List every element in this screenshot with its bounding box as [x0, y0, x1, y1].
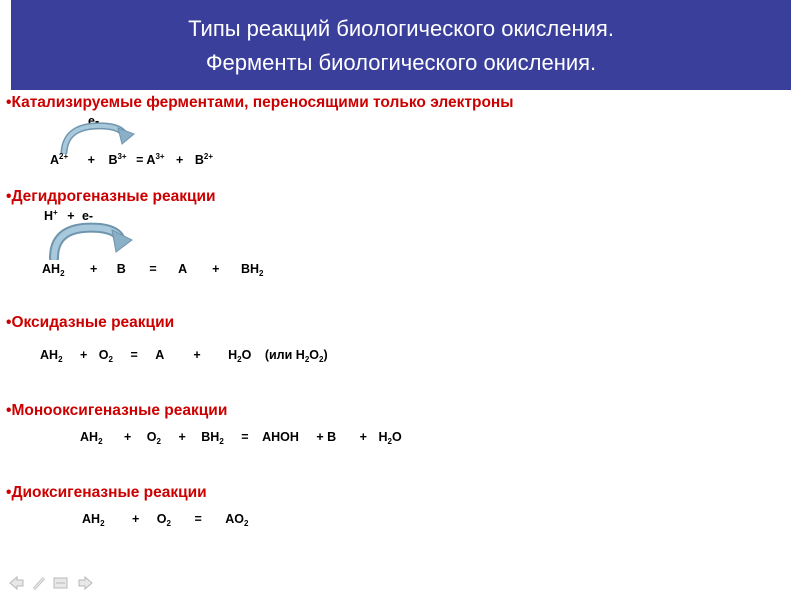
equation-oxidase: $AH_2 + O_2 = A + H_2O$ (или $H_2O_2$) [40, 348, 328, 364]
menu-icon[interactable] [54, 578, 67, 588]
title-banner [11, 0, 791, 90]
slide-nav [8, 575, 108, 591]
section-heading-dioxygenase: •Диоксигеназные реакции [6, 484, 207, 501]
arrow-label-hydrogen: H+ + е- [44, 208, 94, 223]
equation-monooxygenase: $AH_2 + O_2 + BH_2$ = AHOH + $B + H_2O$ [80, 430, 402, 446]
section-heading-monooxygenase: •Монооксигеназные реакции [6, 402, 228, 419]
curved-arrow-icon [58, 118, 138, 154]
next-icon[interactable] [79, 577, 92, 589]
section-heading-oxidase: •Оксидазные реакции [6, 314, 175, 331]
slide-nav-icons [8, 575, 108, 591]
bullet: • [6, 94, 12, 111]
section-heading-electron-transfer: •Катализируемые ферментами, переносящими только электроны [6, 94, 514, 111]
equation-electron-transfer: $A^{2+} + B^{3+} = A^{3+} + B^{2+}$ [50, 152, 213, 167]
prev-icon[interactable] [10, 577, 23, 589]
title-line-2: Ферменты биологического окисления. [205, 50, 597, 75]
pen-icon[interactable] [34, 578, 44, 589]
section-heading-dehydrogenase: •Дегидрогеназные реакции [6, 188, 216, 205]
arrow-label-electron: е- [88, 114, 100, 128]
curved-arrow-icon [44, 218, 136, 260]
title-line-1: Типы реакций биологического окисления. [188, 16, 614, 41]
equation-dioxygenase: $AH_2 + O_2 = AO_2$ [82, 512, 249, 528]
equation-dehydrogenase: $AH_2 + B = A + BH_2$ [42, 262, 264, 278]
